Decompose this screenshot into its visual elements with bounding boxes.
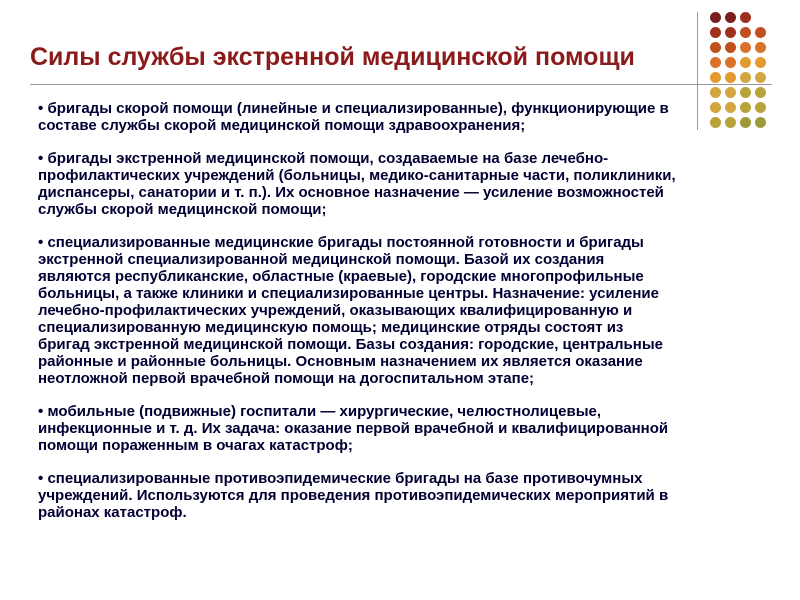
decorative-dot [740,57,751,68]
list-item [38,150,788,218]
decorative-dot [725,72,736,83]
list-line: являются республиканские, областные (краевые), городские многопрофильные [38,268,644,285]
decorative-dot [710,72,721,83]
bullet-icon: • [38,234,44,251]
list-line: учреждений. Используются для проведения противоэпидемических мероприятий в [38,487,669,504]
decorative-dot [755,42,766,53]
decorative-dot [710,57,721,68]
decorative-dot [755,27,766,38]
horizontal-divider [30,84,772,85]
list-item [38,100,788,134]
bullet-icon: • [38,100,44,117]
list-line: районах катастроф. [38,504,187,521]
list-item [38,470,788,521]
decorative-dot [710,87,721,98]
decorative-dot [725,87,736,98]
list-item [38,234,788,387]
list-line: инфекционные и т. д. Их задача: оказание первой врачебной и квалифицированной [38,420,669,437]
decorative-dot [740,87,751,98]
decorative-dot [710,42,721,53]
decorative-dot [725,27,736,38]
list-line: неотложной первой врачебной помощи на догоспитальном этапе; [38,370,535,387]
bullet-icon: • [38,470,44,487]
bullet-icon: • [38,150,44,167]
decorative-dot [710,27,721,38]
decorative-dot [755,57,766,68]
decorative-dot [725,42,736,53]
list-line: профилактических учреждений (больницы, медико-санитарные части, поликлиники, [38,167,676,184]
decorative-dot [725,57,736,68]
list-line: районные и районные больницы. Основным назначением их является оказание [38,353,643,370]
slide-title: Силы службы экстренной медицинской помощи [30,43,635,71]
list-line: • специализированные противоэпидемические бригады на базе противочумных [38,470,643,487]
list-line: службы скорой медицинской помощи; [38,201,327,218]
decorative-dot [740,27,751,38]
decorative-dot [740,12,751,23]
decorative-dot [725,12,736,23]
decorative-dot [755,72,766,83]
list-line: помощи пораженным в очагах катастроф; [38,437,353,454]
bullet-list [38,100,788,521]
decorative-dot [740,42,751,53]
decorative-dot [710,12,721,23]
list-line: • специализированные медицинские бригады постоянной готовности и бригады [38,234,644,251]
list-item [38,403,788,454]
list-line: больницы, а также клиники и специализированные центры. Назначение: усиление [38,285,659,302]
list-line: диспансеры, санатории и т. п.). Их основное назначение — усиление возможностей [38,184,664,201]
bullet-icon: • [38,403,44,420]
list-line: • мобильные (подвижные) госпитали — хирургические, челюстнолицевые, [38,403,602,420]
list-line: • бригады экстренной медицинской помощи, создаваемые на базе лечебно- [38,150,609,167]
list-line: экстренной специализированной медицинской помощи. Базой их создания [38,251,605,268]
list-line: бригад экстренной медицинской помощи. Базы создания: городские, центральные [38,336,663,353]
list-line: • бригады скорой помощи (линейные и специализированные), функционирующие в [38,100,669,117]
list-line: специализированную медицинскую помощь; медицинские отряды состоят из [38,319,624,336]
list-line: лечебно-профилактических учреждений, оказывающих квалифицированную и [38,302,633,319]
list-line: составе службы скорой медицинской помощи здравоохранения; [38,117,526,134]
decorative-dot [740,72,751,83]
decorative-dot [755,87,766,98]
